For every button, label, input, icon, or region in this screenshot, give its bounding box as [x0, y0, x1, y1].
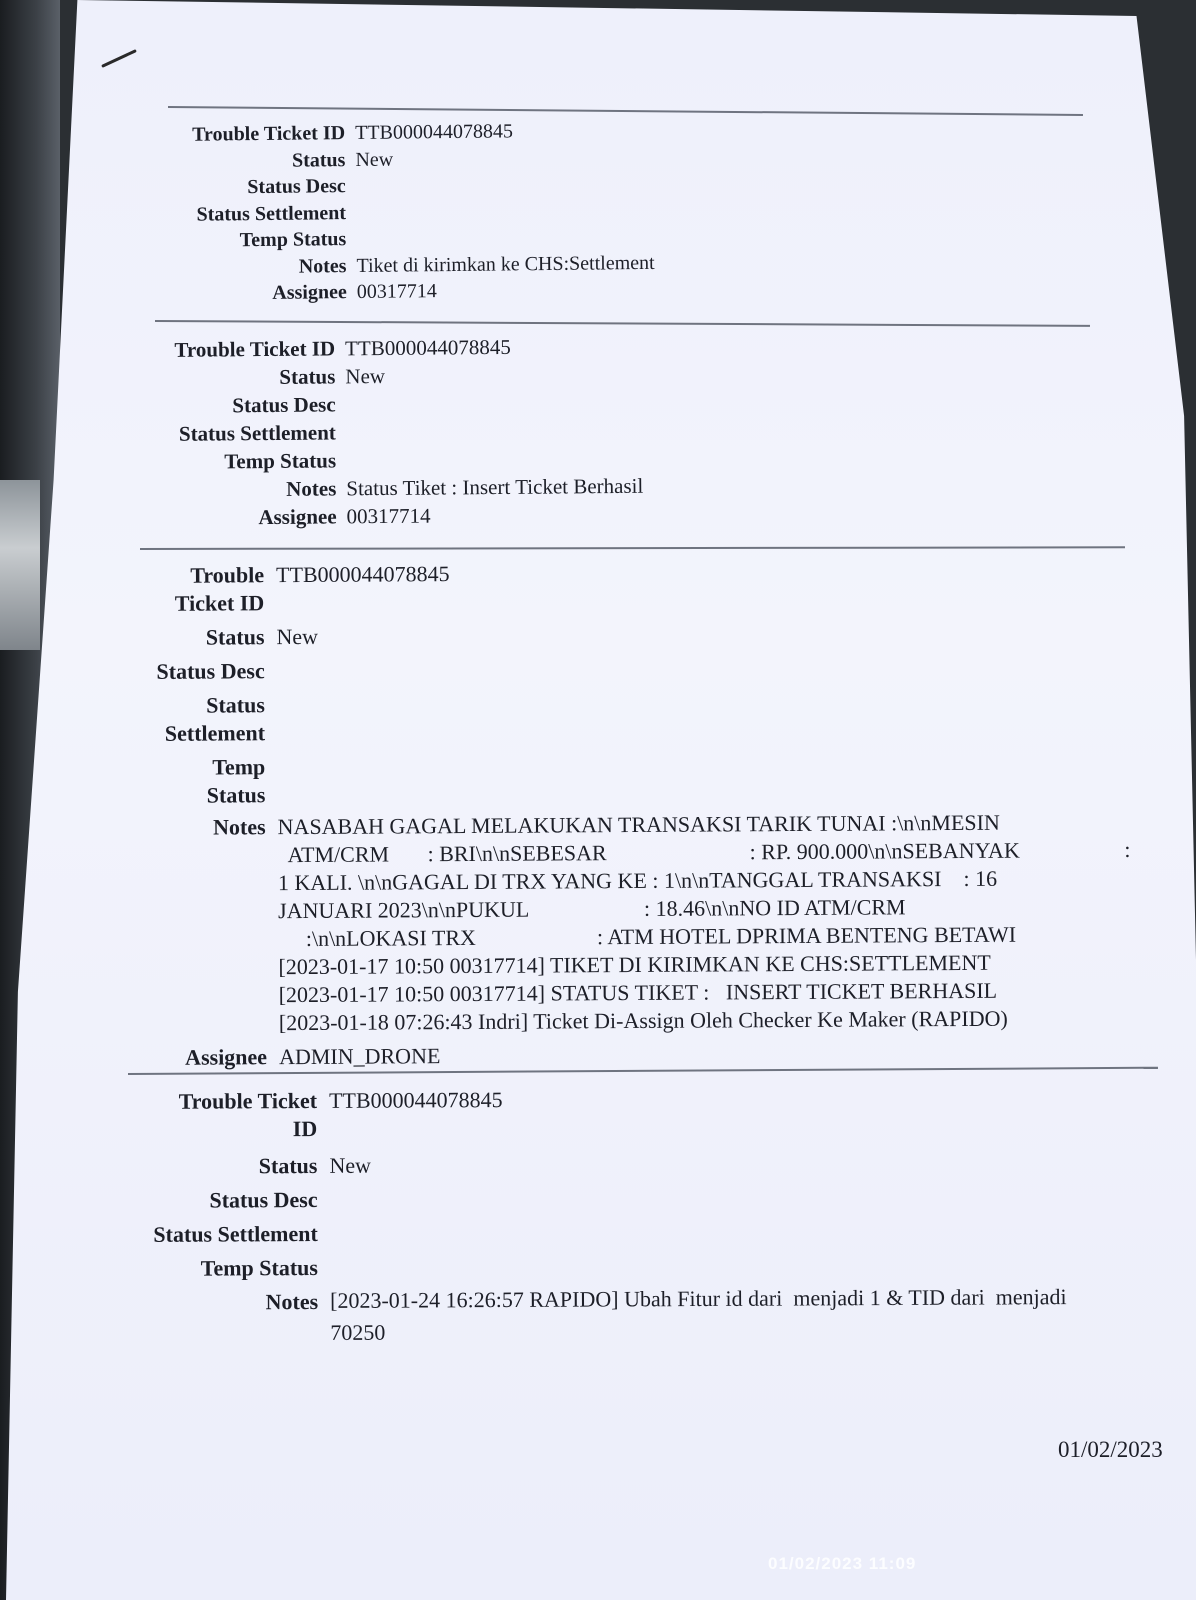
ticket-record-1 — [165, 117, 655, 308]
status-desc-label: Status Desc — [232, 392, 336, 418]
notes-line: :\n\nLOKASI TRX : ATM HOTEL DPRIMA BENTENG BETAWI — [278, 921, 1017, 952]
notes-value: Status Tiket : Insert Ticket Berhasil — [346, 473, 644, 501]
notes-line: ATM/CRM : BRI\n\nSEBESAR : RP. 900.000\n\nSEBANYAK : — [277, 836, 1131, 868]
notes-line: [2023-01-24 16:26:57 RAPIDO] Ubah Fitur id dari menjadi 1 & TID dari menjadi — [330, 1284, 1067, 1313]
assignee-label: Assignee — [258, 504, 337, 530]
notes-line: [2023-01-17 10:50 00317714] TIKET DI KIRIMKAN KE CHS:SETTLEMENT — [278, 949, 991, 980]
ticket-id-label: Trouble Ticket ID — [174, 336, 336, 362]
status-label: Status — [279, 364, 336, 389]
notes-label: Notes — [286, 476, 337, 501]
status-desc-label: Status Desc — [156, 658, 265, 684]
ticket-id-value: TTB000044078845 — [345, 334, 511, 361]
notes-value: Tiket di kirimkan ke CHS:Settlement — [356, 251, 655, 277]
status-value: New — [329, 1152, 372, 1178]
status-label: Status — [258, 1152, 318, 1179]
page-date: 01/02/2023 — [1058, 1437, 1163, 1462]
ticket-record-4 — [125, 1083, 1067, 1350]
notes-label: Notes — [298, 254, 347, 278]
ticket-id-value: TTB000044078845 — [276, 561, 450, 588]
notes-line: [2023-01-18 07:26:43 Indri] Ticket Di-Assign Oleh Checker Ke Maker (RAPIDO) — [278, 1005, 1008, 1036]
status-label: Status — [291, 148, 346, 172]
ticket-record-3 — [140, 556, 1132, 1072]
assignee-value: ADMIN_DRONE — [278, 1043, 441, 1070]
status-value: New — [345, 363, 386, 389]
ticket-id-value: TTB000044078845 — [355, 120, 514, 145]
ticket-id-label: Trouble Ticket ID — [178, 1087, 318, 1142]
status-desc-label: Status Desc — [247, 175, 346, 199]
temp-status-label: Temp Status — [206, 754, 266, 808]
notes-line: [2023-01-17 10:50 00317714] STATUS TIKET : INSERT TICKET BERHASIL — [278, 977, 998, 1008]
background-metal-edge — [0, 480, 40, 650]
ticket-record-2 — [155, 332, 644, 532]
notes-label: Notes — [212, 814, 266, 840]
assignee-value: 00317714 — [356, 280, 437, 304]
notes-value — [266, 808, 1132, 1037]
assignee-label: Assignee — [185, 1044, 268, 1070]
ticket-id-value: TTB000044078845 — [329, 1087, 503, 1113]
temp-status-label: Temp Status — [224, 448, 337, 474]
status-settlement-label: Status Settlement — [196, 201, 347, 226]
status-value: New — [355, 148, 394, 171]
ticket-id-label: Trouble Ticket ID — [192, 122, 346, 146]
photo-timestamp: 01/02/2023 11:09 — [768, 1554, 917, 1573]
status-settlement-label: Status Settlement — [178, 420, 336, 446]
status-settlement-label: Status Settlement — [164, 692, 266, 746]
status-value: New — [276, 623, 319, 650]
ticket-id-label: Trouble Ticket ID — [174, 562, 265, 616]
temp-status-label: Temp Status — [200, 1254, 319, 1281]
status-settlement-label: Status Settlement — [153, 1220, 318, 1247]
notes-line: 70250 — [330, 1319, 386, 1345]
notes-line: 1 KALI. \n\nGAGAL DI TRX YANG KE : 1\n\nTANGGAL TRANSAKSI : 16 — [277, 865, 998, 896]
notes-label: Notes — [265, 1288, 319, 1315]
assignee-label: Assignee — [272, 281, 347, 304]
assignee-value: 00317714 — [346, 503, 431, 529]
status-label: Status — [205, 624, 265, 650]
notes-line: NASABAH GAGAL MELAKUKAN TRANSAKSI TARIK TUNAI :\n\nMESIN — [277, 809, 1000, 840]
status-desc-label: Status Desc — [209, 1186, 318, 1213]
notes-value — [318, 1281, 1067, 1349]
notes-line: JANUARI 2023\n\nPUKUL : 18.46\n\nNO ID ATM/CRM — [278, 894, 906, 924]
temp-status-label: Temp Status — [239, 228, 347, 252]
